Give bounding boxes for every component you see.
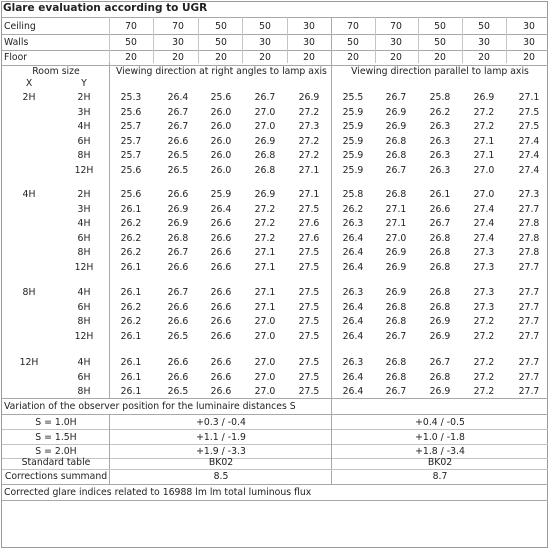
room-y-6h: 6H bbox=[77, 371, 91, 383]
direction-right-header: Viewing direction at right angles to lamp axis bbox=[116, 66, 327, 77]
ugr-value-parallel: 26.9 bbox=[429, 386, 451, 398]
ugr-value-right: 25.6 bbox=[120, 189, 142, 200]
ugr-value-right: 26.6 bbox=[210, 218, 232, 230]
ugr-value-parallel: 25.9 bbox=[342, 165, 364, 176]
ugr-value-parallel: 27.1 bbox=[473, 150, 495, 162]
room-y-8h: 8H bbox=[77, 316, 91, 328]
ugr-value-parallel: 27.7 bbox=[518, 301, 540, 313]
variation-label: S = 2.0H bbox=[35, 446, 77, 457]
ugr-value-parallel: 26.4 bbox=[342, 371, 364, 383]
ugr-value-parallel: 26.9 bbox=[385, 106, 407, 118]
ugr-value-right: 26.8 bbox=[254, 165, 276, 176]
ugr-value-right: 27.3 bbox=[298, 121, 320, 133]
ugr-value-right: 25.6 bbox=[120, 106, 142, 118]
ugr-value-right: 26.5 bbox=[167, 330, 189, 342]
x-header: X bbox=[25, 78, 33, 89]
ugr-value-right: 27.2 bbox=[298, 106, 320, 118]
ugr-value-parallel: 25.5 bbox=[342, 92, 364, 103]
ugr-value-right: 26.7 bbox=[254, 92, 276, 103]
ugr-value-right: 26.9 bbox=[298, 92, 320, 103]
variation-right: +1.1 / -1.9 bbox=[196, 431, 246, 443]
ugr-value-parallel: 26.8 bbox=[385, 301, 407, 313]
ugr-value-parallel: 26.7 bbox=[385, 92, 407, 103]
ugr-value-right: 25.6 bbox=[210, 92, 232, 103]
ugr-value-right: 26.6 bbox=[167, 189, 189, 200]
ugr-value-right: 26.8 bbox=[167, 232, 189, 244]
table-rule bbox=[109, 63, 110, 398]
room-y-2h: 2H bbox=[77, 92, 91, 103]
ugr-value-parallel: 26.8 bbox=[429, 301, 451, 313]
ugr-value-parallel: 26.8 bbox=[429, 232, 451, 244]
table-rule bbox=[462, 17, 463, 63]
variation-right: +1.9 / -3.3 bbox=[196, 446, 246, 457]
reflectance-walls-value: 30 bbox=[523, 37, 535, 48]
reflectance-label-floor: Floor bbox=[4, 52, 28, 63]
ugr-value-parallel: 26.7 bbox=[429, 357, 451, 368]
ugr-value-parallel: 26.4 bbox=[342, 262, 364, 273]
ugr-value-right: 26.6 bbox=[210, 232, 232, 244]
ugr-value-right: 26.1 bbox=[120, 203, 142, 215]
ugr-value-right: 27.5 bbox=[298, 316, 320, 328]
ugr-value-parallel: 25.9 bbox=[342, 150, 364, 162]
reflectance-floor-value: 20 bbox=[125, 52, 137, 63]
ugr-value-right: 26.6 bbox=[210, 287, 232, 298]
ugr-value-parallel: 26.2 bbox=[429, 106, 451, 118]
ugr-value-parallel: 26.3 bbox=[342, 357, 364, 368]
reflectance-walls-value: 50 bbox=[215, 37, 227, 48]
footer-note: Corrected glare indices related to 16988 lm lm total luminous flux bbox=[4, 487, 312, 498]
table-rule bbox=[109, 17, 110, 63]
ugr-value-right: 25.7 bbox=[120, 135, 142, 147]
ugr-value-parallel: 26.8 bbox=[385, 371, 407, 383]
ugr-value-right: 26.6 bbox=[167, 301, 189, 313]
ugr-value-right: 26.6 bbox=[210, 386, 232, 398]
ugr-value-parallel: 26.8 bbox=[429, 262, 451, 273]
ugr-value-parallel: 27.4 bbox=[518, 150, 540, 162]
ugr-value-parallel: 26.3 bbox=[342, 287, 364, 298]
ugr-value-parallel: 27.3 bbox=[473, 301, 495, 313]
room-x-12h: 12H bbox=[19, 357, 39, 368]
table-rule bbox=[331, 63, 332, 414]
table-rule bbox=[331, 414, 332, 484]
ugr-value-right: 27.2 bbox=[254, 232, 276, 244]
variation-right: +0.3 / -0.4 bbox=[196, 417, 246, 428]
ugr-value-parallel: 27.2 bbox=[473, 386, 495, 398]
reflectance-walls-value: 50 bbox=[347, 37, 359, 48]
ugr-value-right: 26.4 bbox=[167, 92, 189, 103]
standard-table-label: Standard table bbox=[21, 457, 91, 468]
ugr-value-right: 27.1 bbox=[254, 247, 276, 259]
reflectance-walls-value: 30 bbox=[172, 37, 184, 48]
ugr-value-parallel: 26.3 bbox=[429, 165, 451, 176]
ugr-value-right: 27.2 bbox=[254, 203, 276, 215]
ugr-value-right: 27.1 bbox=[254, 262, 276, 273]
reflectance-ceiling-value: 50 bbox=[259, 21, 271, 32]
ugr-value-right: 27.2 bbox=[298, 150, 320, 162]
ugr-value-right: 26.7 bbox=[167, 121, 189, 133]
y-header: Y bbox=[81, 78, 87, 89]
table-rule bbox=[242, 17, 243, 63]
room-y-4h: 4H bbox=[77, 287, 91, 298]
table-rule bbox=[2, 484, 548, 485]
ugr-value-parallel: 27.1 bbox=[518, 92, 540, 103]
ugr-value-parallel: 26.4 bbox=[342, 301, 364, 313]
ugr-value-parallel: 27.2 bbox=[473, 357, 495, 368]
ugr-value-right: 25.7 bbox=[120, 150, 142, 162]
ugr-value-right: 27.0 bbox=[254, 330, 276, 342]
ugr-value-right: 26.2 bbox=[120, 316, 142, 328]
room-y-12h: 12H bbox=[74, 330, 94, 342]
ugr-value-parallel: 26.3 bbox=[429, 121, 451, 133]
reflectance-ceiling-value: 30 bbox=[303, 21, 315, 32]
corrections-right: 8.5 bbox=[213, 471, 229, 482]
ugr-value-right: 27.6 bbox=[298, 218, 320, 230]
ugr-value-parallel: 26.4 bbox=[342, 316, 364, 328]
ugr-value-right: 25.7 bbox=[120, 121, 142, 133]
ugr-value-parallel: 27.2 bbox=[473, 371, 495, 383]
ugr-value-right: 26.1 bbox=[120, 386, 142, 398]
ugr-value-right: 27.5 bbox=[298, 287, 320, 298]
ugr-value-parallel: 27.8 bbox=[518, 247, 540, 259]
ugr-value-parallel: 27.8 bbox=[518, 218, 540, 230]
ugr-value-parallel: 27.0 bbox=[385, 232, 407, 244]
room-y-6h: 6H bbox=[77, 232, 91, 244]
ugr-value-parallel: 26.7 bbox=[429, 218, 451, 230]
ugr-value-right: 26.2 bbox=[120, 232, 142, 244]
reflectance-walls-value: 30 bbox=[390, 37, 402, 48]
ugr-value-right: 26.6 bbox=[167, 316, 189, 328]
room-x-8h: 8H bbox=[22, 287, 36, 298]
reflectance-walls-value: 30 bbox=[303, 37, 315, 48]
ugr-value-right: 26.5 bbox=[167, 165, 189, 176]
ugr-value-parallel: 26.9 bbox=[385, 287, 407, 298]
ugr-value-parallel: 26.8 bbox=[429, 371, 451, 383]
room-y-4h: 4H bbox=[77, 121, 91, 133]
ugr-value-parallel: 26.8 bbox=[429, 287, 451, 298]
ugr-value-right: 26.0 bbox=[210, 135, 232, 147]
ugr-value-right: 27.1 bbox=[298, 189, 320, 200]
ugr-value-right: 27.2 bbox=[298, 135, 320, 147]
reflectance-walls-value: 30 bbox=[478, 37, 490, 48]
ugr-value-parallel: 27.2 bbox=[473, 121, 495, 133]
ugr-value-right: 26.5 bbox=[167, 386, 189, 398]
ugr-value-right: 27.2 bbox=[254, 218, 276, 230]
reflectance-floor-value: 20 bbox=[434, 52, 446, 63]
ugr-value-right: 26.1 bbox=[120, 357, 142, 368]
ugr-value-parallel: 26.8 bbox=[385, 316, 407, 328]
reflectance-walls-value: 50 bbox=[125, 37, 137, 48]
ugr-value-parallel: 27.3 bbox=[518, 189, 540, 200]
reflectance-floor-value: 20 bbox=[390, 52, 402, 63]
ugr-value-right: 26.1 bbox=[120, 330, 142, 342]
ugr-value-parallel: 25.8 bbox=[342, 189, 364, 200]
variation-title: Variation of the observer position for the luminaire distances S bbox=[4, 401, 296, 412]
ugr-value-parallel: 26.9 bbox=[473, 92, 495, 103]
ugr-value-parallel: 27.4 bbox=[473, 203, 495, 215]
ugr-value-right: 27.5 bbox=[298, 386, 320, 398]
ugr-value-parallel: 27.8 bbox=[518, 232, 540, 244]
variation-parallel: +1.0 / -1.8 bbox=[415, 431, 465, 443]
ugr-value-right: 26.7 bbox=[167, 106, 189, 118]
ugr-value-right: 27.0 bbox=[254, 386, 276, 398]
ugr-value-parallel: 26.9 bbox=[385, 121, 407, 133]
ugr-value-right: 26.2 bbox=[120, 247, 142, 259]
ugr-value-right: 26.2 bbox=[120, 301, 142, 313]
ugr-value-parallel: 27.1 bbox=[385, 203, 407, 215]
room-y-4h: 4H bbox=[77, 218, 91, 230]
reflectance-floor-value: 20 bbox=[172, 52, 184, 63]
ugr-value-right: 27.5 bbox=[298, 371, 320, 383]
ugr-value-right: 27.5 bbox=[298, 330, 320, 342]
variation-parallel: +1.8 / -3.4 bbox=[415, 446, 465, 457]
reflectance-floor-value: 20 bbox=[215, 52, 227, 63]
room-size-header: Room size bbox=[32, 66, 80, 77]
table-rule bbox=[418, 17, 419, 63]
ugr-value-right: 27.5 bbox=[298, 301, 320, 313]
ugr-value-parallel: 26.3 bbox=[429, 150, 451, 162]
ugr-value-parallel: 27.7 bbox=[518, 316, 540, 328]
ugr-value-parallel: 27.4 bbox=[518, 135, 540, 147]
ugr-value-parallel: 26.8 bbox=[385, 150, 407, 162]
ugr-value-right: 26.6 bbox=[167, 135, 189, 147]
ugr-value-parallel: 27.7 bbox=[518, 371, 540, 383]
ugr-value-parallel: 26.7 bbox=[385, 330, 407, 342]
ugr-value-right: 27.0 bbox=[254, 357, 276, 368]
ugr-value-right: 27.0 bbox=[254, 371, 276, 383]
table-rule bbox=[375, 17, 376, 63]
ugr-value-parallel: 26.9 bbox=[385, 247, 407, 259]
ugr-value-right: 26.4 bbox=[210, 203, 232, 215]
variation-label: S = 1.0H bbox=[35, 417, 77, 428]
ugr-value-right: 26.6 bbox=[210, 357, 232, 368]
ugr-value-right: 26.0 bbox=[210, 165, 232, 176]
ugr-value-right: 27.1 bbox=[298, 165, 320, 176]
ugr-value-right: 26.2 bbox=[120, 218, 142, 230]
reflectance-label-ceiling: Ceiling bbox=[4, 21, 36, 32]
ugr-value-right: 26.9 bbox=[254, 189, 276, 200]
ugr-value-parallel: 26.9 bbox=[385, 262, 407, 273]
ugr-value-parallel: 26.3 bbox=[429, 135, 451, 147]
ugr-value-right: 26.6 bbox=[210, 301, 232, 313]
ugr-value-parallel: 27.0 bbox=[473, 165, 495, 176]
reflectance-ceiling-value: 70 bbox=[125, 21, 137, 32]
ugr-value-parallel: 26.9 bbox=[429, 330, 451, 342]
standard-table-parallel: BK02 bbox=[427, 457, 453, 468]
reflectance-walls-value: 50 bbox=[434, 37, 446, 48]
ugr-value-parallel: 27.3 bbox=[473, 287, 495, 298]
room-y-4h: 4H bbox=[77, 357, 91, 368]
ugr-value-parallel: 27.3 bbox=[473, 262, 495, 273]
ugr-value-right: 27.5 bbox=[298, 357, 320, 368]
ugr-value-parallel: 27.7 bbox=[518, 287, 540, 298]
direction-parallel-header: Viewing direction parallel to lamp axis bbox=[351, 66, 529, 77]
ugr-value-parallel: 26.8 bbox=[385, 357, 407, 368]
ugr-value-right: 27.0 bbox=[254, 121, 276, 133]
table-rule bbox=[153, 17, 154, 63]
table-rule bbox=[2, 17, 548, 18]
ugr-value-right: 26.9 bbox=[167, 218, 189, 230]
ugr-value-right: 26.6 bbox=[167, 371, 189, 383]
ugr-value-right: 26.8 bbox=[254, 150, 276, 162]
reflectance-ceiling-value: 50 bbox=[478, 21, 490, 32]
ugr-value-parallel: 25.9 bbox=[342, 121, 364, 133]
ugr-value-right: 25.6 bbox=[120, 165, 142, 176]
ugr-value-parallel: 27.4 bbox=[473, 232, 495, 244]
ugr-value-right: 26.6 bbox=[210, 371, 232, 383]
room-y-12h: 12H bbox=[74, 262, 94, 273]
ugr-value-right: 26.1 bbox=[120, 287, 142, 298]
room-y-12h: 12H bbox=[74, 165, 94, 176]
table-rule bbox=[2, 414, 548, 415]
ugr-value-right: 25.3 bbox=[120, 92, 142, 103]
ugr-value-parallel: 27.7 bbox=[518, 357, 540, 368]
reflectance-label-walls: Walls bbox=[4, 37, 29, 48]
variation-parallel: +0.4 / -0.5 bbox=[415, 417, 465, 428]
ugr-value-parallel: 26.6 bbox=[429, 203, 451, 215]
ugr-value-parallel: 25.9 bbox=[342, 106, 364, 118]
reflectance-floor-value: 20 bbox=[523, 52, 535, 63]
reflectance-ceiling-value: 50 bbox=[434, 21, 446, 32]
ugr-value-right: 26.1 bbox=[120, 371, 142, 383]
ugr-value-right: 27.5 bbox=[298, 247, 320, 259]
reflectance-ceiling-value: 70 bbox=[390, 21, 402, 32]
ugr-value-parallel: 27.5 bbox=[518, 106, 540, 118]
ugr-value-right: 26.1 bbox=[120, 262, 142, 273]
ugr-value-parallel: 27.4 bbox=[518, 165, 540, 176]
table-rule bbox=[331, 17, 332, 63]
ugr-value-parallel: 26.7 bbox=[385, 165, 407, 176]
reflectance-ceiling-value: 50 bbox=[215, 21, 227, 32]
room-y-8h: 8H bbox=[77, 386, 91, 398]
ugr-value-parallel: 27.3 bbox=[473, 247, 495, 259]
ugr-value-parallel: 27.2 bbox=[473, 316, 495, 328]
ugr-value-parallel: 26.4 bbox=[342, 232, 364, 244]
ugr-value-right: 26.0 bbox=[210, 106, 232, 118]
ugr-value-right: 26.6 bbox=[167, 357, 189, 368]
ugr-value-parallel: 26.7 bbox=[385, 386, 407, 398]
ugr-value-right: 26.9 bbox=[254, 135, 276, 147]
ugr-value-parallel: 27.0 bbox=[473, 189, 495, 200]
ugr-value-right: 26.0 bbox=[210, 150, 232, 162]
table-rule bbox=[506, 17, 507, 63]
ugr-value-parallel: 26.8 bbox=[429, 247, 451, 259]
reflectance-ceiling-value: 70 bbox=[347, 21, 359, 32]
ugr-value-right: 26.7 bbox=[167, 287, 189, 298]
table-rule bbox=[287, 17, 288, 63]
ugr-value-right: 26.6 bbox=[210, 262, 232, 273]
reflectance-floor-value: 20 bbox=[303, 52, 315, 63]
ugr-value-right: 26.6 bbox=[210, 247, 232, 259]
ugr-value-parallel: 26.9 bbox=[429, 316, 451, 328]
ugr-value-parallel: 26.4 bbox=[342, 247, 364, 259]
room-y-6h: 6H bbox=[77, 301, 91, 313]
table-rule bbox=[2, 500, 548, 501]
ugr-value-parallel: 26.8 bbox=[385, 189, 407, 200]
room-x-2h: 2H bbox=[22, 92, 36, 103]
ugr-value-right: 26.0 bbox=[210, 121, 232, 133]
ugr-value-right: 26.7 bbox=[167, 247, 189, 259]
ugr-value-parallel: 27.1 bbox=[385, 218, 407, 230]
ugr-value-right: 27.1 bbox=[254, 287, 276, 298]
room-y-8h: 8H bbox=[77, 247, 91, 259]
reflectance-ceiling-value: 70 bbox=[172, 21, 184, 32]
page-title: Glare evaluation according to UGR bbox=[3, 2, 208, 14]
reflectance-floor-value: 20 bbox=[347, 52, 359, 63]
reflectance-walls-value: 30 bbox=[259, 37, 271, 48]
ugr-value-parallel: 27.7 bbox=[518, 262, 540, 273]
ugr-value-parallel: 27.2 bbox=[473, 106, 495, 118]
ugr-value-parallel: 26.4 bbox=[342, 386, 364, 398]
ugr-value-parallel: 25.9 bbox=[342, 135, 364, 147]
room-y-3h: 3H bbox=[77, 203, 91, 215]
room-y-2h: 2H bbox=[77, 189, 91, 200]
room-x-4h: 4H bbox=[22, 189, 36, 200]
ugr-value-right: 27.5 bbox=[298, 262, 320, 273]
ugr-value-parallel: 26.3 bbox=[342, 218, 364, 230]
ugr-value-parallel: 27.7 bbox=[518, 203, 540, 215]
table-rule bbox=[2, 398, 548, 399]
variation-label: S = 1.5H bbox=[35, 431, 77, 443]
ugr-value-right: 25.9 bbox=[210, 189, 232, 200]
ugr-value-parallel: 26.4 bbox=[342, 330, 364, 342]
ugr-value-right: 27.5 bbox=[298, 203, 320, 215]
ugr-value-right: 26.6 bbox=[210, 330, 232, 342]
ugr-value-right: 26.5 bbox=[167, 150, 189, 162]
reflectance-ceiling-value: 30 bbox=[523, 21, 535, 32]
ugr-value-right: 27.6 bbox=[298, 232, 320, 244]
room-y-8h: 8H bbox=[77, 150, 91, 162]
ugr-value-parallel: 26.2 bbox=[342, 203, 364, 215]
ugr-value-parallel: 27.2 bbox=[473, 330, 495, 342]
table-rule bbox=[198, 17, 199, 63]
reflectance-floor-value: 20 bbox=[259, 52, 271, 63]
ugr-value-parallel: 27.7 bbox=[518, 386, 540, 398]
room-y-6h: 6H bbox=[77, 135, 91, 147]
ugr-value-right: 26.9 bbox=[167, 203, 189, 215]
ugr-value-parallel: 26.1 bbox=[429, 189, 451, 200]
ugr-value-right: 27.1 bbox=[254, 301, 276, 313]
ugr-value-right: 26.6 bbox=[210, 316, 232, 328]
ugr-value-parallel: 27.1 bbox=[473, 135, 495, 147]
ugr-value-parallel: 27.5 bbox=[518, 121, 540, 133]
standard-table-right: BK02 bbox=[208, 457, 234, 468]
room-y-3h: 3H bbox=[77, 106, 91, 118]
ugr-value-right: 27.0 bbox=[254, 316, 276, 328]
ugr-value-right: 26.6 bbox=[167, 262, 189, 273]
corrections-parallel: 8.7 bbox=[432, 471, 448, 482]
ugr-value-right: 27.0 bbox=[254, 106, 276, 118]
reflectance-floor-value: 20 bbox=[478, 52, 490, 63]
ugr-value-parallel: 27.7 bbox=[518, 330, 540, 342]
ugr-value-parallel: 26.8 bbox=[385, 135, 407, 147]
table-rule bbox=[2, 34, 548, 35]
ugr-value-parallel: 25.8 bbox=[429, 92, 451, 103]
corrections-label: Corrections summand bbox=[4, 471, 108, 482]
ugr-value-parallel: 27.4 bbox=[473, 218, 495, 230]
